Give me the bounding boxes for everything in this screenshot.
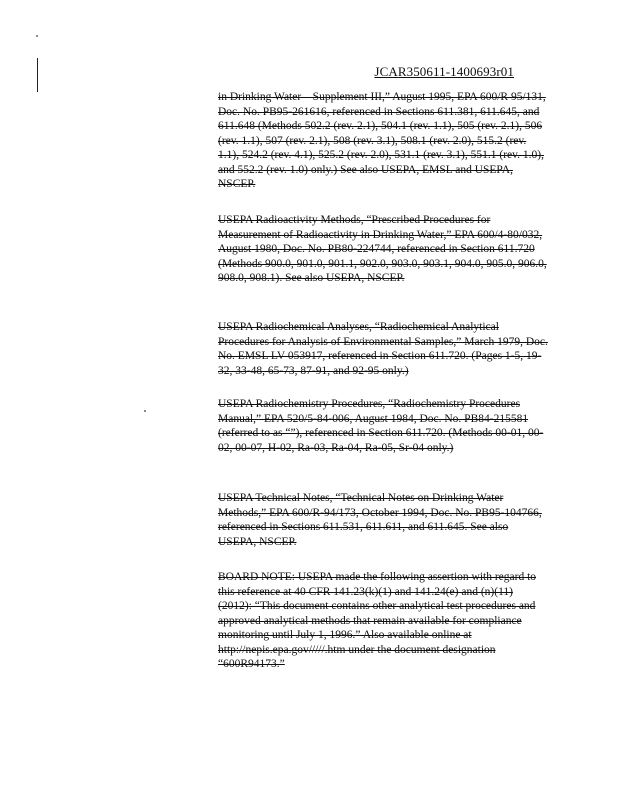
reference-block-5: [218, 491, 548, 549]
document-id-header: JCAR350611-1400693r01: [374, 64, 514, 79]
reference-text: in Drinking Water – Supplement III,” August 1995, EPA 600/R 95/131, Doc. No. PB95-261616, referenced in Sections 611.381, 611.645, and 611.648 (Methods 502.2 (rev. 2.1), 504.1 (rev. 1.1), 505 (rev. 2.1), 506 (rev. 1.1), 507 (rev. 2.1), 508 (rev. 3.1), 508.1 (rev. 2.0), 515.2 (rev. 1.1), 524.2 (rev. 4.1), 525.2 (rev. 2.0), 531.1 (rev. 3.1), 551.1 (rev. 1.0), and 552.2 (rev. 1.0) only.) See also USEPA, EMSL and USEPA, NSCEP.: [218, 91, 546, 190]
reference-text: USEPA Technical Notes, “Technical Notes on Drinking Water Methods,” EPA 600/R-94/173, October 1994, Doc. No. PB95-104766, referenced in Sections 611.531, 611.611, and 611.645. See also USEPA, NSCEP.: [218, 492, 542, 548]
scan-speck: [36, 35, 38, 37]
reference-text: USEPA Radioactivity Methods, “Prescribed Procedures for Measurement of Radioactivity in Drinking Water,” EPA 600/4-80/032, August 1980, Doc. No. PB80-224744, referenced in Section 611.720 (Methods 900.0, 901.0, 901.1, 902.0, 903.0, 903.1, 904.0, 905.0, 906.0, 908.0, 908.1). See also USEPA, NSCEP.: [218, 214, 547, 284]
reference-block-4: [218, 397, 548, 455]
board-note-block: [218, 570, 548, 672]
reference-block-1: [218, 90, 548, 192]
reference-block-2: [218, 213, 548, 286]
reference-text: USEPA Radiochemical Analyses, “Radiochemical Analytical Procedures for Analysis of Environmental Samples,” March 1979, Doc. No. EMSL LV 053917, referenced in Section 611.720. (Pages 1-5, 19-32, 33-48, 65-73, 87-91, and 92-95 only.): [218, 321, 548, 377]
board-note-text: BOARD NOTE: USEPA made the following assertion with regard to this reference at 40 CFR 141.23(k)(1) and 141.24(e) and (n)(11) (2012): “This document contains other analytical test procedures and approved analytical methods that remain available for compliance monitoring until July 1, 1996.” Also available online at http://nepis.epa.gov/////.htm under the document designation “600R94173.”: [218, 571, 537, 670]
reference-block-3: [218, 320, 548, 378]
reference-text: USEPA Radiochemistry Procedures, “Radiochemistry Procedures Manual,” EPA 520/5-84-006, August 1984, Doc. No. PB84-215581 (referred to as “”), referenced in Section 611.720. (Methods 00-01, 00-02, 00-07, H-02, Ra-03, Ra-04, Ra-05, Sr-04 only.): [218, 398, 544, 454]
margin-change-bar: [37, 58, 38, 92]
scan-speck: [144, 410, 146, 412]
